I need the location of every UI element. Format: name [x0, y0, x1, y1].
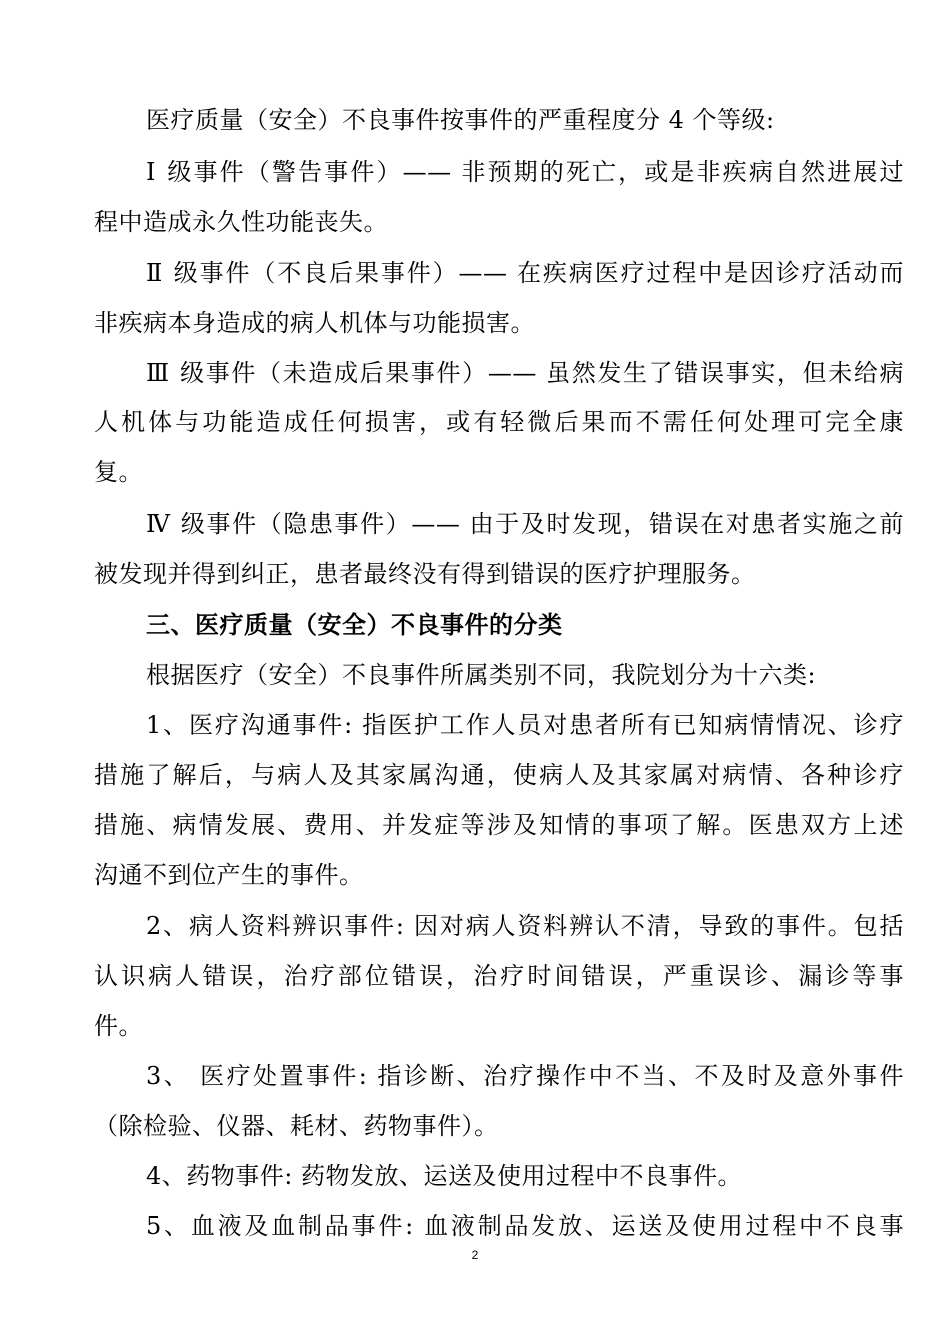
- paragraph-grade-4-line-1: Ⅳ 级事件（隐患事件）—— 由于及时发现，错误在对患者实施之前: [146, 510, 904, 538]
- paragraph-grade-3-line-1: Ⅲ 级事件（未造成后果事件）—— 虽然发生了错误事实，但未给病: [146, 359, 904, 387]
- paragraph-grade-2-line-1: Ⅱ 级事件（不良后果事件）—— 在疾病医疗过程中是因诊疗活动而: [146, 259, 904, 287]
- paragraph-grade-1-line-1: Ⅰ 级事件（警告事件）—— 非预期的死亡，或是非疾病自然进展过: [146, 158, 904, 186]
- list-item-2-line-2: 认识病人错误，治疗部位错误，治疗时间错误，严重误诊、漏诊等事: [94, 962, 904, 990]
- list-item-1-line-3: 措施、病情发展、费用、并发症等涉及知情的事项了解。医患双方上述: [94, 811, 904, 839]
- list-item-1-line-1: 1、医疗沟通事件: 指医护工作人员对患者所有已知病情情况、诊疗: [146, 711, 904, 739]
- list-item-5-line-1: 5、血液及血制品事件: 血液制品发放、运送及使用过程中不良事: [146, 1212, 904, 1240]
- list-item-4: 4、药物事件: 药物发放、运送及使用过程中不良事件。: [146, 1162, 742, 1190]
- list-item-2-line-3: 件。: [94, 1012, 143, 1040]
- paragraph-grade-3-line-3: 复。: [94, 458, 143, 486]
- list-item-1-line-4: 沟通不到位产生的事件。: [94, 861, 364, 889]
- list-item-3-line-1: 3、 医疗处置事件: 指诊断、治疗操作中不当、不及时及意外事件: [146, 1062, 904, 1090]
- paragraph-grades-intro: 医疗质量（安全）不良事件按事件的严重程度分 4 个等级:: [146, 106, 775, 134]
- paragraph-grade-2-line-2: 非疾病本身造成的病人机体与功能损害。: [94, 309, 535, 337]
- paragraph-grade-3-line-2: 人机体与功能造成任何损害，或有轻微后果而不需任何处理可完全康: [94, 408, 904, 436]
- paragraph-classification-intro: 根据医疗（安全）不良事件所属类别不同，我院划分为十六类:: [146, 661, 817, 689]
- paragraph-grade-1-line-2: 程中造成永久性功能丧失。: [94, 208, 388, 236]
- page-number: 2: [471, 1248, 479, 1262]
- list-item-2-line-1: 2、病人资料辨识事件: 因对病人资料辨认不清，导致的事件。包括: [146, 912, 904, 940]
- paragraph-grade-4-line-2: 被发现并得到纠正，患者最终没有得到错误的医疗护理服务。: [94, 560, 756, 588]
- list-item-3-line-2: （除检验、仪器、耗材、药物事件）。: [94, 1112, 499, 1140]
- list-item-1-line-2: 措施了解后，与病人及其家属沟通，使病人及其家属对病情、各种诊疗: [94, 761, 904, 789]
- section-heading-classification: 三、医疗质量（安全）不良事件的分类: [146, 611, 563, 639]
